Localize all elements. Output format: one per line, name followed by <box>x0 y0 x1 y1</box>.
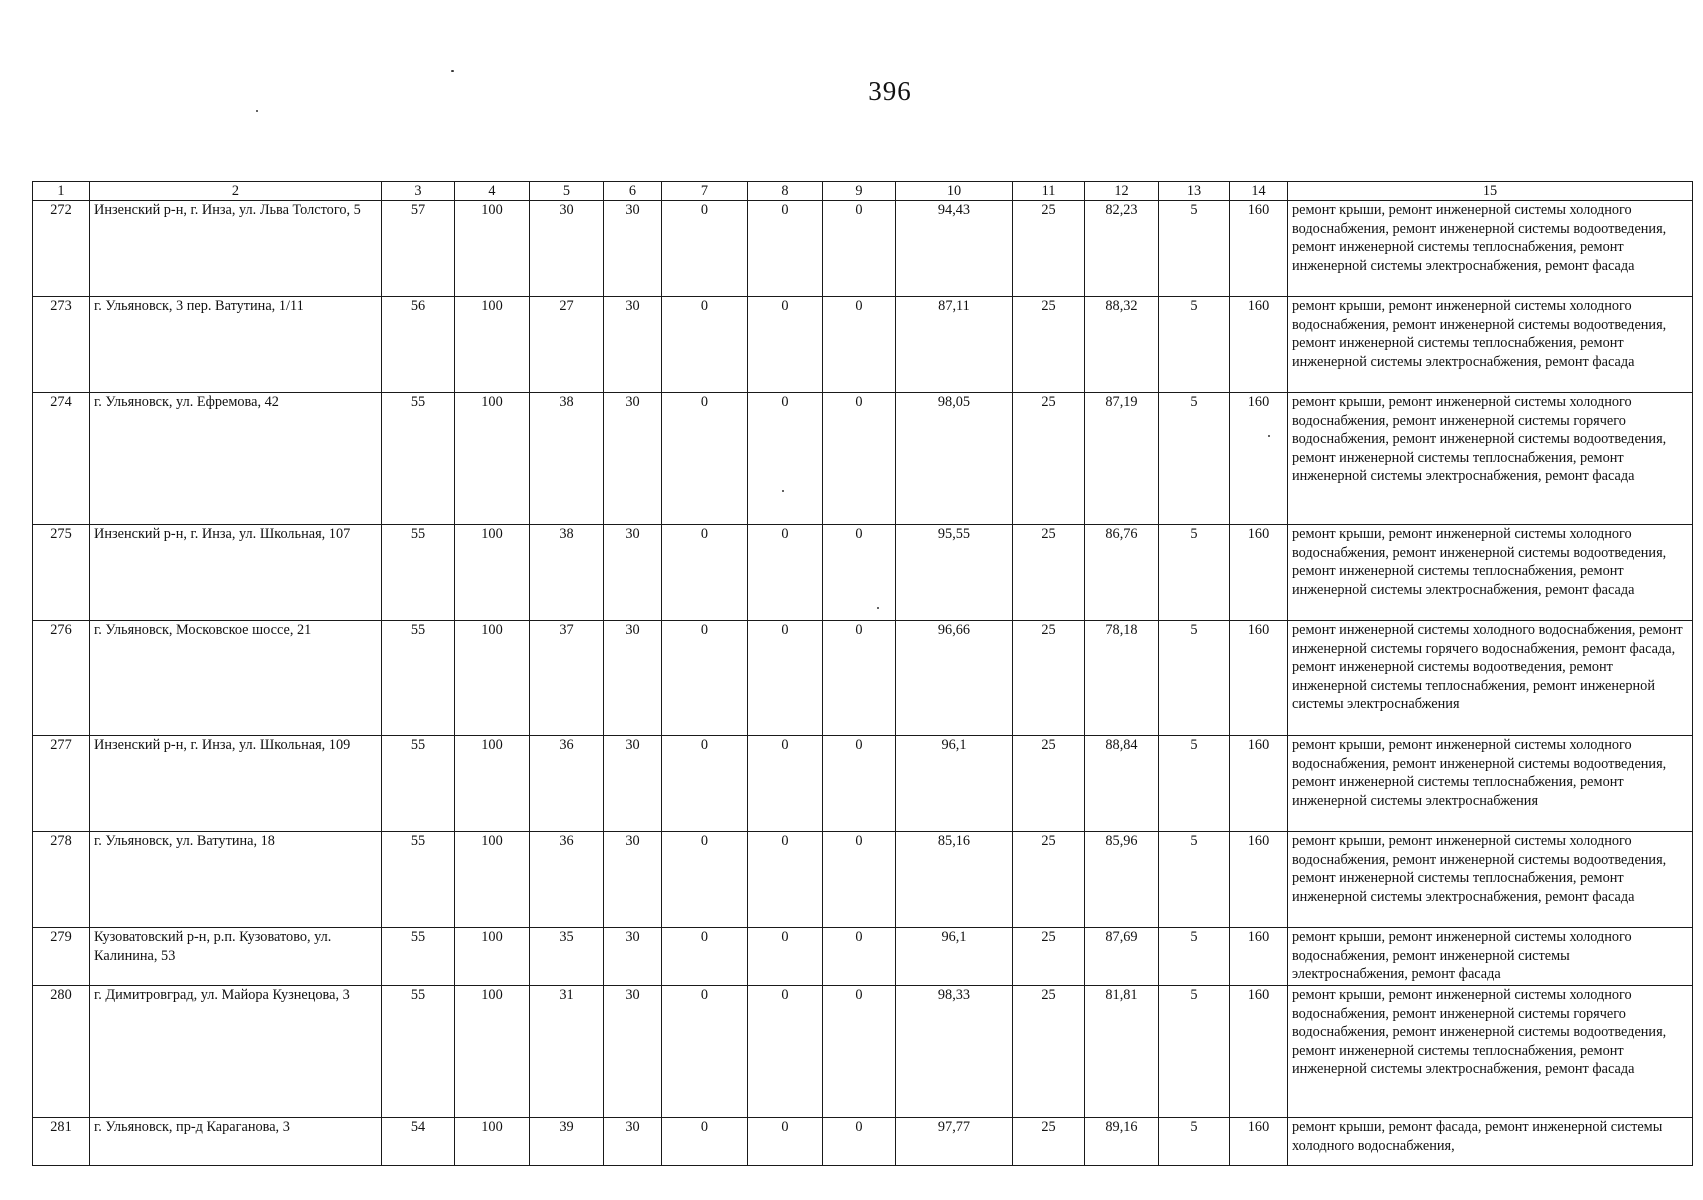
cell-col9: 0 <box>823 986 896 1118</box>
row-number: 273 <box>33 297 90 393</box>
cell-col4: 100 <box>455 928 530 986</box>
cell-col10: 98,33 <box>896 986 1013 1118</box>
column-header-13: 13 <box>1159 182 1230 201</box>
cell-col7: 0 <box>662 1118 748 1166</box>
address-cell: Инзенский р-н, г. Инза, ул. Школьная, 109 <box>90 736 382 832</box>
register-table <box>32 181 1693 1166</box>
row-number: 278 <box>33 832 90 928</box>
cell-col13: 5 <box>1159 928 1230 986</box>
cell-col14: 160 <box>1230 621 1288 736</box>
cell-col12: 89,16 <box>1085 1118 1159 1166</box>
cell-col10: 96,66 <box>896 621 1013 736</box>
address-cell: Кузоватовский р-н, р.п. Кузоватово, ул. Калинина, 53 <box>90 928 382 986</box>
cell-col13: 5 <box>1159 525 1230 621</box>
cell-col9: 0 <box>823 201 896 297</box>
cell-col6: 30 <box>604 393 662 525</box>
cell-col14: 160 <box>1230 297 1288 393</box>
cell-col11: 25 <box>1013 986 1085 1118</box>
table-row <box>33 736 1693 832</box>
cell-col13: 5 <box>1159 393 1230 525</box>
cell-col10: 97,77 <box>896 1118 1013 1166</box>
column-header-1: 1 <box>33 182 90 201</box>
table-row <box>33 928 1693 986</box>
page-number: 396 <box>868 76 912 106</box>
cell-col14: 160 <box>1230 393 1288 525</box>
column-header-15: 15 <box>1288 182 1693 201</box>
row-number: 274 <box>33 393 90 525</box>
column-header-2: 2 <box>90 182 382 201</box>
cell-col8: 0 <box>748 928 823 986</box>
table-row <box>33 201 1693 297</box>
cell-col11: 25 <box>1013 832 1085 928</box>
cell-col9: 0 <box>823 1118 896 1166</box>
cell-col4: 100 <box>455 986 530 1118</box>
works-list-cell: ремонт крыши, ремонт инженерной системы холодного водоснабжения, ремонт инженерной системы горячего водоснабжения, ремонт инженерной системы водоотведения, ремонт инженерной системы теплоснабжения, ремонт инженерной системы электроснабжения, ремонт фасада <box>1288 393 1693 525</box>
cell-col7: 0 <box>662 832 748 928</box>
cell-col14: 160 <box>1230 986 1288 1118</box>
column-header-10: 10 <box>896 182 1013 201</box>
cell-col11: 25 <box>1013 928 1085 986</box>
cell-col12: 85,96 <box>1085 832 1159 928</box>
cell-col3: 55 <box>382 986 455 1118</box>
address-cell: г. Ульяновск, 3 пер. Ватутина, 1/11 <box>90 297 382 393</box>
works-list-cell: ремонт крыши, ремонт фасада, ремонт инженерной системы холодного водоснабжения, <box>1288 1118 1693 1166</box>
cell-col5: 38 <box>530 525 604 621</box>
row-number: 276 <box>33 621 90 736</box>
cell-col12: 82,23 <box>1085 201 1159 297</box>
cell-col5: 27 <box>530 297 604 393</box>
cell-col3: 56 <box>382 297 455 393</box>
cell-col7: 0 <box>662 621 748 736</box>
cell-col9: 0 <box>823 393 896 525</box>
row-number: 281 <box>33 1118 90 1166</box>
cell-col11: 25 <box>1013 736 1085 832</box>
cell-col4: 100 <box>455 832 530 928</box>
cell-col5: 35 <box>530 928 604 986</box>
address-cell: г. Димитровград, ул. Майора Кузнецова, 3 <box>90 986 382 1118</box>
row-number: 279 <box>33 928 90 986</box>
cell-col4: 100 <box>455 621 530 736</box>
cell-col13: 5 <box>1159 1118 1230 1166</box>
cell-col5: 31 <box>530 986 604 1118</box>
cell-col5: 37 <box>530 621 604 736</box>
cell-col5: 36 <box>530 832 604 928</box>
cell-col11: 25 <box>1013 393 1085 525</box>
column-header-11: 11 <box>1013 182 1085 201</box>
cell-col8: 0 <box>748 1118 823 1166</box>
scan-speck <box>451 70 454 72</box>
column-header-14: 14 <box>1230 182 1288 201</box>
column-header-6: 6 <box>604 182 662 201</box>
column-header-12: 12 <box>1085 182 1159 201</box>
works-list-cell: ремонт крыши, ремонт инженерной системы холодного водоснабжения, ремонт инженерной системы водоотведения, ремонт инженерной системы теплоснабжения, ремонт инженерной системы электроснабжения <box>1288 736 1693 832</box>
address-cell: г. Ульяновск, ул. Ватутина, 18 <box>90 832 382 928</box>
cell-col9: 0 <box>823 928 896 986</box>
cell-col10: 96,1 <box>896 928 1013 986</box>
cell-col7: 0 <box>662 986 748 1118</box>
row-number: 272 <box>33 201 90 297</box>
cell-col6: 30 <box>604 928 662 986</box>
cell-col8: 0 <box>748 986 823 1118</box>
works-list-cell: ремонт крыши, ремонт инженерной системы холодного водоснабжения, ремонт инженерной системы водоотведения, ремонт инженерной системы теплоснабжения, ремонт инженерной системы электроснабжения, ремонт фасада <box>1288 832 1693 928</box>
column-header-4: 4 <box>455 182 530 201</box>
column-header-7: 7 <box>662 182 748 201</box>
scan-speck <box>256 110 258 112</box>
cell-col7: 0 <box>662 393 748 525</box>
cell-col12: 88,32 <box>1085 297 1159 393</box>
table-row <box>33 297 1693 393</box>
cell-col6: 30 <box>604 201 662 297</box>
cell-col11: 25 <box>1013 201 1085 297</box>
row-number: 280 <box>33 986 90 1118</box>
cell-col6: 30 <box>604 1118 662 1166</box>
works-list-cell: ремонт инженерной системы холодного водоснабжения, ремонт инженерной системы горячего водоснабжения, ремонт фасада, ремонт инженерной системы водоотведения, ремонт инженерной системы теплоснабжения, ремонт инженерной системы электроснабжения <box>1288 621 1693 736</box>
works-list-cell: ремонт крыши, ремонт инженерной системы холодного водоснабжения, ремонт инженерной системы водоотведения, ремонт инженерной системы теплоснабжения, ремонт инженерной системы электроснабжения, ремонт фасада <box>1288 201 1693 297</box>
cell-col3: 55 <box>382 832 455 928</box>
cell-col7: 0 <box>662 928 748 986</box>
cell-col10: 96,1 <box>896 736 1013 832</box>
cell-col9: 0 <box>823 525 896 621</box>
cell-col13: 5 <box>1159 986 1230 1118</box>
cell-col13: 5 <box>1159 297 1230 393</box>
cell-col3: 54 <box>382 1118 455 1166</box>
column-header-9: 9 <box>823 182 896 201</box>
works-list-cell: ремонт крыши, ремонт инженерной системы холодного водоснабжения, ремонт инженерной системы водоотведения, ремонт инженерной системы теплоснабжения, ремонт инженерной системы электроснабжения, ремонт фасада <box>1288 525 1693 621</box>
table-body <box>33 201 1693 1166</box>
cell-col10: 85,16 <box>896 832 1013 928</box>
cell-col13: 5 <box>1159 621 1230 736</box>
cell-col8: 0 <box>748 393 823 525</box>
cell-col3: 57 <box>382 201 455 297</box>
cell-col6: 30 <box>604 736 662 832</box>
cell-col13: 5 <box>1159 832 1230 928</box>
address-cell: г. Ульяновск, Московское шоссе, 21 <box>90 621 382 736</box>
cell-col5: 38 <box>530 393 604 525</box>
address-cell: Инзенский р-н, г. Инза, ул. Школьная, 107 <box>90 525 382 621</box>
address-cell: Инзенский р-н, г. Инза, ул. Льва Толстого, 5 <box>90 201 382 297</box>
cell-col14: 160 <box>1230 736 1288 832</box>
cell-col9: 0 <box>823 297 896 393</box>
address-cell: г. Ульяновск, пр-д Караганова, 3 <box>90 1118 382 1166</box>
cell-col3: 55 <box>382 736 455 832</box>
table-row <box>33 393 1693 525</box>
cell-col11: 25 <box>1013 525 1085 621</box>
cell-col5: 39 <box>530 1118 604 1166</box>
column-header-5: 5 <box>530 182 604 201</box>
cell-col4: 100 <box>455 297 530 393</box>
column-header-8: 8 <box>748 182 823 201</box>
cell-col10: 98,05 <box>896 393 1013 525</box>
row-number: 275 <box>33 525 90 621</box>
cell-col14: 160 <box>1230 928 1288 986</box>
cell-col10: 87,11 <box>896 297 1013 393</box>
cell-col8: 0 <box>748 832 823 928</box>
cell-col8: 0 <box>748 297 823 393</box>
cell-col11: 25 <box>1013 621 1085 736</box>
header-row <box>33 182 1693 201</box>
cell-col12: 87,19 <box>1085 393 1159 525</box>
cell-col13: 5 <box>1159 201 1230 297</box>
cell-col8: 0 <box>748 525 823 621</box>
cell-col4: 100 <box>455 736 530 832</box>
cell-col11: 25 <box>1013 297 1085 393</box>
cell-col9: 0 <box>823 736 896 832</box>
cell-col14: 160 <box>1230 832 1288 928</box>
cell-col6: 30 <box>604 832 662 928</box>
cell-col10: 95,55 <box>896 525 1013 621</box>
cell-col4: 100 <box>455 393 530 525</box>
cell-col4: 100 <box>455 201 530 297</box>
works-list-cell: ремонт крыши, ремонт инженерной системы холодного водоснабжения, ремонт инженерной системы электроснабжения, ремонт фасада <box>1288 928 1693 986</box>
cell-col5: 36 <box>530 736 604 832</box>
table-row <box>33 832 1693 928</box>
cell-col3: 55 <box>382 928 455 986</box>
cell-col7: 0 <box>662 297 748 393</box>
cell-col7: 0 <box>662 736 748 832</box>
table-row <box>33 1118 1693 1166</box>
table-row <box>33 621 1693 736</box>
table-row <box>33 986 1693 1118</box>
works-list-cell: ремонт крыши, ремонт инженерной системы холодного водоснабжения, ремонт инженерной системы горячего водоснабжения, ремонт инженерной системы водоотведения, ремонт инженерной системы теплоснабжения, ремонт инженерной системы электроснабжения, ремонт фасада <box>1288 986 1693 1118</box>
cell-col5: 30 <box>530 201 604 297</box>
table-row <box>33 525 1693 621</box>
cell-col4: 100 <box>455 1118 530 1166</box>
cell-col11: 25 <box>1013 1118 1085 1166</box>
cell-col7: 0 <box>662 525 748 621</box>
column-header-3: 3 <box>382 182 455 201</box>
works-list-cell: ремонт крыши, ремонт инженерной системы холодного водоснабжения, ремонт инженерной системы водоотведения, ремонт инженерной системы теплоснабжения, ремонт инженерной системы электроснабжения, ремонт фасада <box>1288 297 1693 393</box>
cell-col14: 160 <box>1230 1118 1288 1166</box>
cell-col12: 86,76 <box>1085 525 1159 621</box>
cell-col8: 0 <box>748 201 823 297</box>
cell-col12: 87,69 <box>1085 928 1159 986</box>
cell-col9: 0 <box>823 832 896 928</box>
cell-col3: 55 <box>382 621 455 736</box>
cell-col13: 5 <box>1159 736 1230 832</box>
cell-col12: 88,84 <box>1085 736 1159 832</box>
address-cell: г. Ульяновск, ул. Ефремова, 42 <box>90 393 382 525</box>
cell-col3: 55 <box>382 393 455 525</box>
cell-col8: 0 <box>748 621 823 736</box>
cell-col7: 0 <box>662 201 748 297</box>
cell-col6: 30 <box>604 525 662 621</box>
cell-col14: 160 <box>1230 201 1288 297</box>
row-number: 277 <box>33 736 90 832</box>
cell-col3: 55 <box>382 525 455 621</box>
cell-col10: 94,43 <box>896 201 1013 297</box>
cell-col6: 30 <box>604 621 662 736</box>
cell-col8: 0 <box>748 736 823 832</box>
cell-col6: 30 <box>604 297 662 393</box>
cell-col14: 160 <box>1230 525 1288 621</box>
cell-col4: 100 <box>455 525 530 621</box>
cell-col12: 78,18 <box>1085 621 1159 736</box>
cell-col6: 30 <box>604 986 662 1118</box>
cell-col9: 0 <box>823 621 896 736</box>
cell-col12: 81,81 <box>1085 986 1159 1118</box>
